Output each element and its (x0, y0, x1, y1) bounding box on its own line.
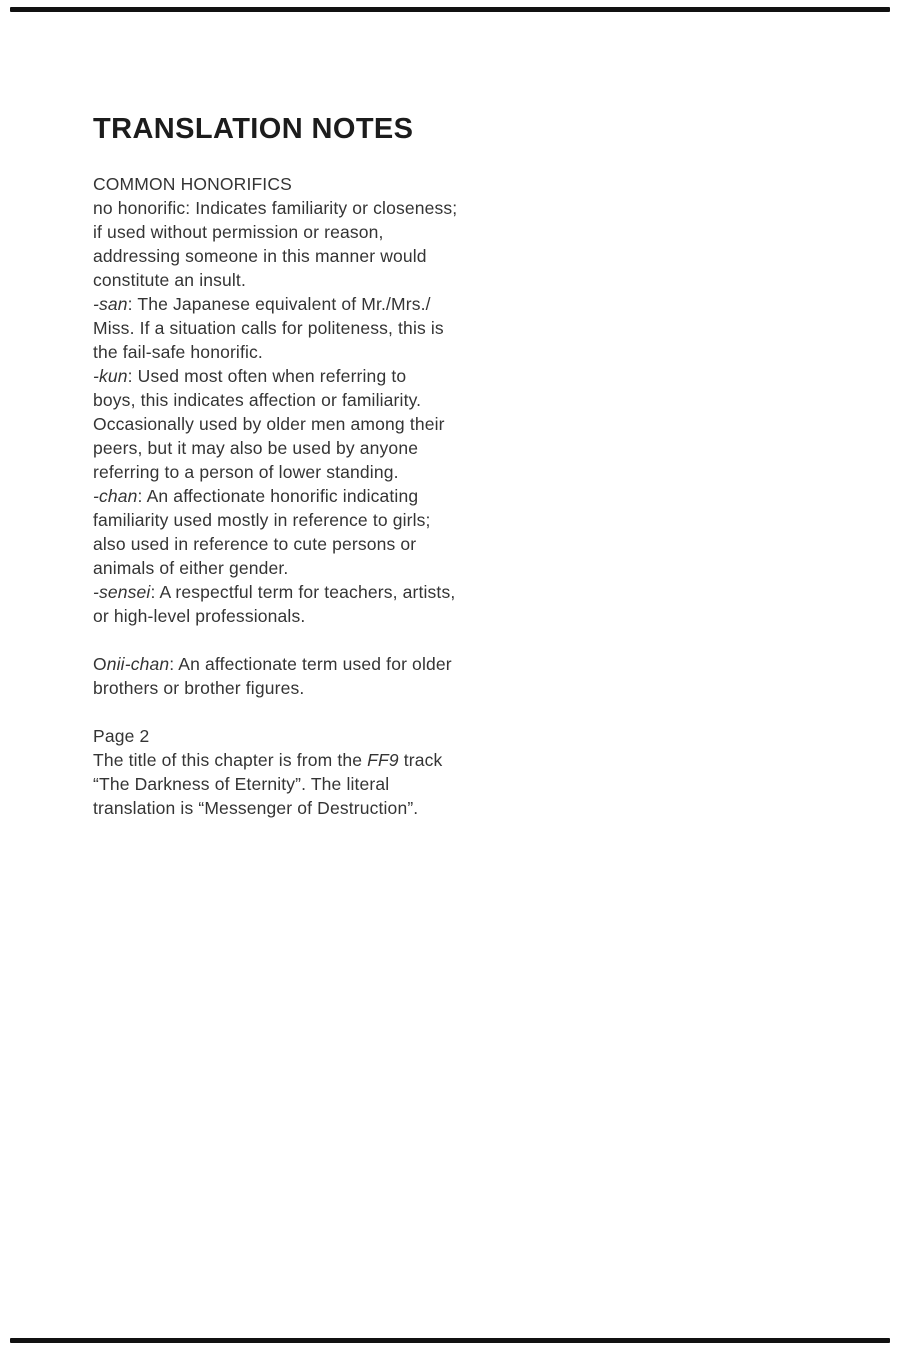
italic-run: -kun (93, 366, 128, 386)
text-line (93, 772, 513, 796)
note-block (93, 724, 513, 820)
text-run: : Used most often when referring to (127, 366, 407, 386)
text-line (93, 364, 513, 388)
text-run: O (93, 654, 107, 674)
text-line (93, 604, 513, 628)
text-line (93, 652, 513, 676)
text-line (93, 460, 513, 484)
text-line (93, 748, 513, 772)
text-line (93, 676, 513, 700)
text-line (93, 724, 513, 748)
text-run: addressing someone in this manner would (93, 246, 427, 266)
text-run: familiarity used mostly in reference to girls; (93, 510, 431, 530)
text-line (93, 556, 513, 580)
text-run: : An affectionate honorific indicating (137, 486, 419, 506)
italic-run: FF9 (367, 750, 399, 770)
text-run: track (398, 750, 443, 770)
italic-run: nii-chan (106, 654, 170, 674)
text-line (93, 172, 513, 196)
text-line (93, 220, 513, 244)
text-run: Miss. If a situation calls for politeness, this is (93, 318, 444, 338)
text-line (93, 412, 513, 436)
text-line (93, 292, 513, 316)
text-run: : A respectful term for teachers, artists, (150, 582, 456, 602)
text-run: COMMON HONORIFICS (93, 174, 292, 194)
page-title: TRANSLATION NOTES (93, 113, 414, 145)
text-run: The title of this chapter is from the (93, 750, 368, 770)
translation-notes-page (93, 112, 513, 820)
text-line (93, 388, 513, 412)
text-run: boys, this indicates affection or familiarity. (93, 390, 422, 410)
text-run: Page 2 (93, 726, 150, 746)
italic-run: -chan (93, 486, 138, 506)
text-line (93, 340, 513, 364)
text-run: : An affectionate term used for older (169, 654, 452, 674)
text-line (93, 316, 513, 340)
text-run: constitute an insult. (93, 270, 246, 290)
text-run: Occasionally used by older men among their (93, 414, 445, 434)
text-line (93, 196, 513, 220)
text-run: no honorific: Indicates familiarity or closeness; (93, 198, 458, 218)
text-line (93, 484, 513, 508)
text-line (93, 796, 513, 820)
note-block (93, 172, 513, 628)
italic-run: -sensei (93, 582, 151, 602)
text-run: also used in reference to cute persons or (93, 534, 417, 554)
text-run: translation is “Messenger of Destruction”. (93, 798, 419, 818)
text-line (93, 436, 513, 460)
italic-run: -san (93, 294, 128, 314)
text-run: animals of either gender. (93, 558, 289, 578)
text-line (93, 268, 513, 292)
notes-body (93, 172, 513, 820)
text-line (93, 580, 513, 604)
text-run: : The Japanese equivalent of Mr./Mrs./ (127, 294, 431, 314)
text-line (93, 244, 513, 268)
text-run: brothers or brother figures. (93, 678, 305, 698)
note-block (93, 652, 513, 700)
text-run: if used without permission or reason, (93, 222, 384, 242)
text-line (93, 508, 513, 532)
text-run: peers, but it may also be used by anyone (93, 438, 419, 458)
text-run: referring to a person of lower standing. (93, 462, 399, 482)
page-edge-bottom (10, 1338, 890, 1343)
text-run: “The Darkness of Eternity”. The literal (93, 774, 390, 794)
text-line (93, 532, 513, 556)
text-run: the fail-safe honorific. (93, 342, 263, 362)
text-run: or high-level professionals. (93, 606, 306, 626)
page-edge-top (10, 7, 890, 12)
